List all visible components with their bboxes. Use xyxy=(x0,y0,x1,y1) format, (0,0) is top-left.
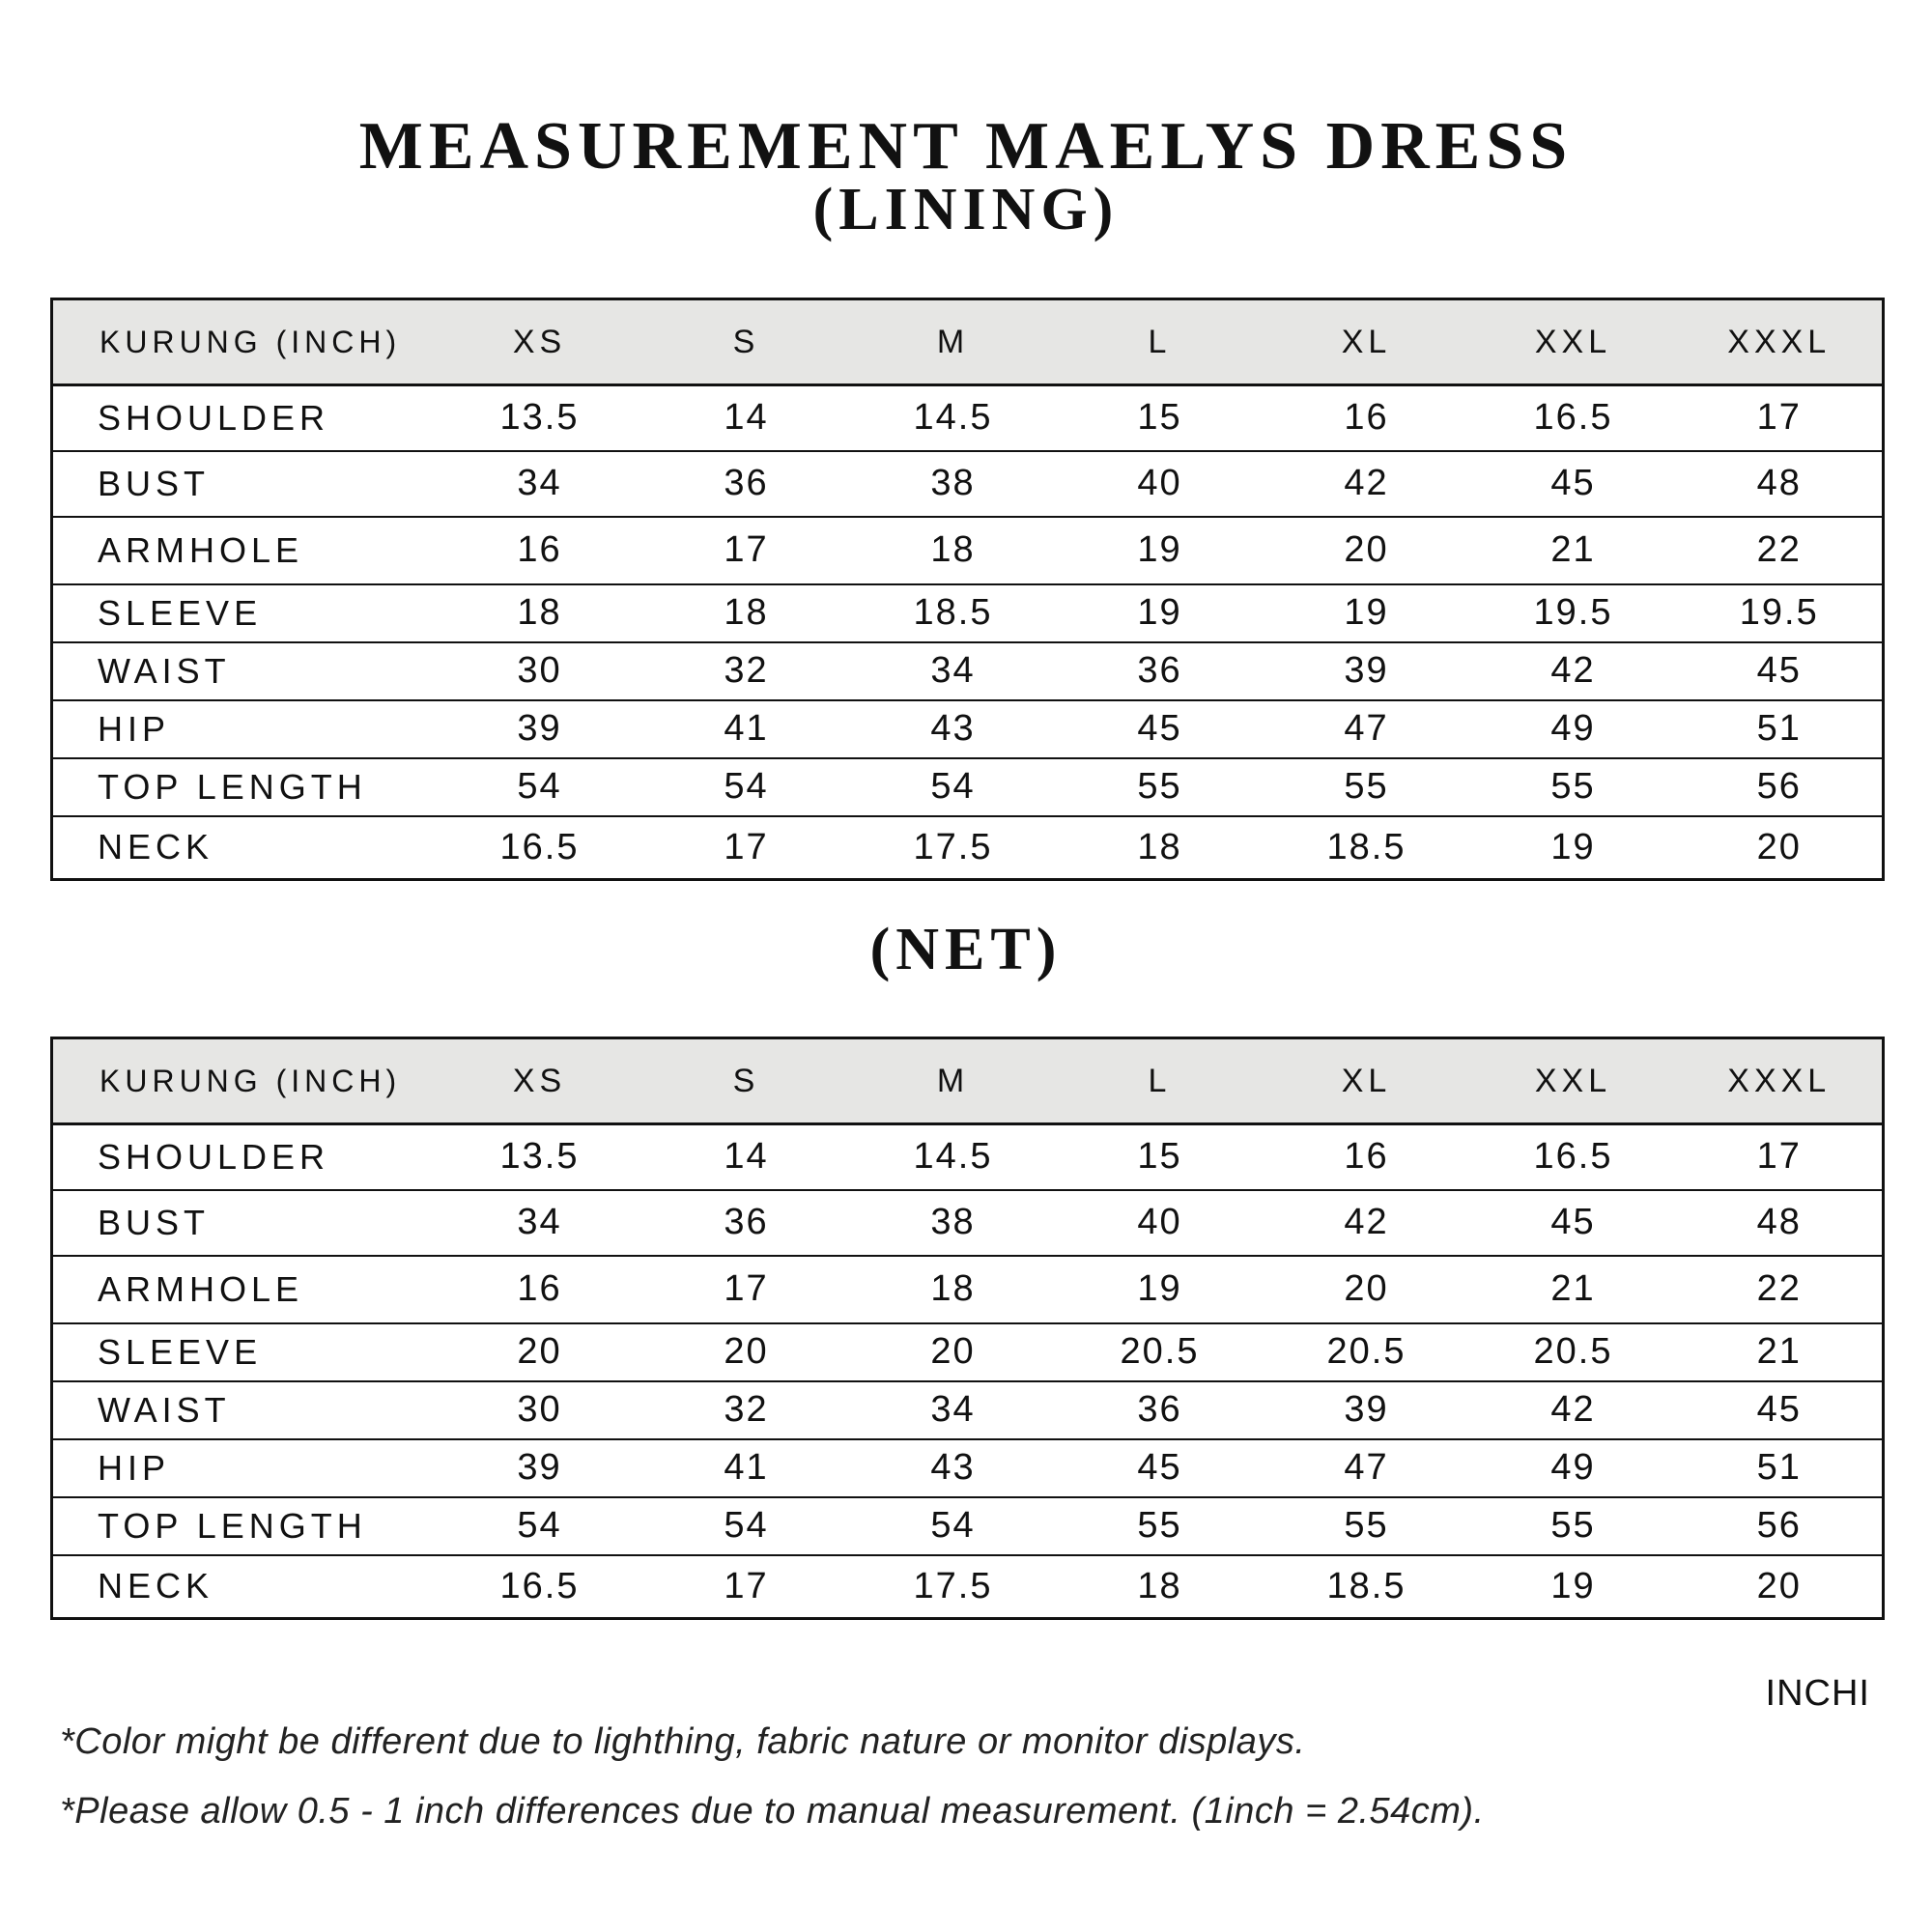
measurement-cell: 18 xyxy=(643,584,850,642)
measurement-cell: 45 xyxy=(1470,1190,1677,1256)
measurement-cell: 47 xyxy=(1264,700,1470,758)
row-label: HIP xyxy=(52,1439,437,1497)
measurement-cell: 16 xyxy=(1264,385,1470,451)
row-label: BUST xyxy=(52,451,437,517)
row-label: SLEEVE xyxy=(52,584,437,642)
measurement-cell: 36 xyxy=(1057,1381,1264,1439)
disclaimer-note: *Color might be different due to lighthing, fabric nature or monitor displays. xyxy=(60,1721,1306,1762)
table-row xyxy=(52,1190,1884,1256)
measurement-cell: 19 xyxy=(1057,584,1264,642)
measurement-cell: 19.5 xyxy=(1677,584,1884,642)
header-label: KURUNG (INCH) xyxy=(52,1038,437,1124)
measurement-cell: 32 xyxy=(643,1381,850,1439)
measurement-cell: 38 xyxy=(850,451,1057,517)
measurement-cell: 51 xyxy=(1677,700,1884,758)
measurement-cell: 16.5 xyxy=(1470,385,1677,451)
measurement-cell: 13.5 xyxy=(437,1124,643,1190)
measurement-cell: 48 xyxy=(1677,1190,1884,1256)
measurement-cell: 16.5 xyxy=(437,1555,643,1619)
measurement-cell: 20 xyxy=(1677,816,1884,880)
row-label: HIP xyxy=(52,700,437,758)
measurement-cell: 39 xyxy=(1264,1381,1470,1439)
table-row xyxy=(52,1439,1884,1497)
measurement-cell: 30 xyxy=(437,1381,643,1439)
measurement-cell: 32 xyxy=(643,642,850,700)
measurement-cell: 19.5 xyxy=(1470,584,1677,642)
measurement-cell: 34 xyxy=(437,1190,643,1256)
measurement-cell: 51 xyxy=(1677,1439,1884,1497)
measurement-cell: 14 xyxy=(643,385,850,451)
measurement-cell: 17 xyxy=(643,816,850,880)
disclaimer-note: *Please allow 0.5 - 1 inch differences due to manual measurement. (1inch = 2.54cm). xyxy=(60,1791,1485,1832)
table-row xyxy=(52,584,1884,642)
header-size: XL xyxy=(1264,299,1470,385)
measurement-cell: 20 xyxy=(850,1323,1057,1381)
measurement-cell: 18 xyxy=(850,517,1057,584)
header-size: M xyxy=(850,1038,1057,1124)
unit-label: INCHI xyxy=(1765,1673,1870,1714)
measurement-cell: 18.5 xyxy=(1264,1555,1470,1619)
measurement-cell: 55 xyxy=(1264,1497,1470,1555)
measurement-cell: 55 xyxy=(1470,1497,1677,1555)
row-label: TOP LENGTH xyxy=(52,758,437,816)
measurement-cell: 21 xyxy=(1677,1323,1884,1381)
table-row xyxy=(52,1381,1884,1439)
measurement-cell: 17.5 xyxy=(850,1555,1057,1619)
measurement-cell: 45 xyxy=(1057,700,1264,758)
measurement-cell: 16 xyxy=(437,517,643,584)
measurement-cell: 34 xyxy=(850,1381,1057,1439)
table-row xyxy=(52,758,1884,816)
measurement-cell: 39 xyxy=(437,1439,643,1497)
header-size: M xyxy=(850,299,1057,385)
table-header-row xyxy=(52,299,1884,385)
measurement-cell: 42 xyxy=(1264,451,1470,517)
measurement-cell: 20 xyxy=(643,1323,850,1381)
measurement-cell: 15 xyxy=(1057,385,1264,451)
measurement-cell: 43 xyxy=(850,700,1057,758)
measurement-cell: 34 xyxy=(850,642,1057,700)
measurement-cell: 17 xyxy=(1677,385,1884,451)
measurement-cell: 55 xyxy=(1057,1497,1264,1555)
table-row xyxy=(52,1323,1884,1381)
lining-size-table xyxy=(50,298,1885,881)
measurement-cell: 20.5 xyxy=(1057,1323,1264,1381)
measurement-cell: 22 xyxy=(1677,1256,1884,1323)
measurement-cell: 45 xyxy=(1677,1381,1884,1439)
measurement-cell: 17.5 xyxy=(850,816,1057,880)
measurement-cell: 19 xyxy=(1470,1555,1677,1619)
measurement-cell: 17 xyxy=(643,517,850,584)
row-label: SHOULDER xyxy=(52,1124,437,1190)
net-table-body xyxy=(52,1124,1884,1619)
measurement-cell: 16 xyxy=(437,1256,643,1323)
row-label: WAIST xyxy=(52,1381,437,1439)
measurement-cell: 30 xyxy=(437,642,643,700)
measurement-cell: 20 xyxy=(1677,1555,1884,1619)
measurement-cell: 36 xyxy=(1057,642,1264,700)
table-row xyxy=(52,385,1884,451)
measurement-cell: 18 xyxy=(437,584,643,642)
measurement-cell: 22 xyxy=(1677,517,1884,584)
row-label: SLEEVE xyxy=(52,1323,437,1381)
measurement-cell: 41 xyxy=(643,1439,850,1497)
measurement-cell: 18 xyxy=(1057,816,1264,880)
measurement-cell: 40 xyxy=(1057,451,1264,517)
measurement-cell: 54 xyxy=(643,758,850,816)
measurement-cell: 15 xyxy=(1057,1124,1264,1190)
row-label: BUST xyxy=(52,1190,437,1256)
header-size: L xyxy=(1057,299,1264,385)
measurement-cell: 20.5 xyxy=(1470,1323,1677,1381)
measurement-cell: 54 xyxy=(437,758,643,816)
measurement-cell: 20 xyxy=(1264,517,1470,584)
header-size: XXL xyxy=(1470,1038,1677,1124)
net-section-title: (NET) xyxy=(869,917,1063,982)
measurement-cell: 18.5 xyxy=(850,584,1057,642)
header-size: S xyxy=(643,299,850,385)
measurement-cell: 54 xyxy=(437,1497,643,1555)
measurement-cell: 42 xyxy=(1470,642,1677,700)
header-size: XXXL xyxy=(1677,1038,1884,1124)
measurement-cell: 54 xyxy=(643,1497,850,1555)
measurement-cell: 18.5 xyxy=(1264,816,1470,880)
net-size-table xyxy=(50,1037,1885,1620)
measurement-cell: 16.5 xyxy=(437,816,643,880)
measurement-cell: 45 xyxy=(1677,642,1884,700)
table-row xyxy=(52,642,1884,700)
row-label: TOP LENGTH xyxy=(52,1497,437,1555)
measurement-cell: 43 xyxy=(850,1439,1057,1497)
header-size: XL xyxy=(1264,1038,1470,1124)
measurement-cell: 54 xyxy=(850,758,1057,816)
table-row xyxy=(52,1497,1884,1555)
measurement-cell: 49 xyxy=(1470,700,1677,758)
measurement-cell: 56 xyxy=(1677,1497,1884,1555)
measurement-cell: 36 xyxy=(643,1190,850,1256)
measurement-cell: 20 xyxy=(437,1323,643,1381)
measurement-cell: 17 xyxy=(643,1256,850,1323)
measurement-cell: 18 xyxy=(850,1256,1057,1323)
row-label: ARMHOLE xyxy=(52,1256,437,1323)
measurement-cell: 21 xyxy=(1470,517,1677,584)
measurement-cell: 16 xyxy=(1264,1124,1470,1190)
header-label: KURUNG (INCH) xyxy=(52,299,437,385)
lining-table-body xyxy=(52,385,1884,880)
measurement-cell: 55 xyxy=(1057,758,1264,816)
measurement-cell: 45 xyxy=(1057,1439,1264,1497)
measurement-cell: 40 xyxy=(1057,1190,1264,1256)
page-title: MEASUREMENT MAELYS DRESS xyxy=(358,109,1574,184)
measurement-cell: 38 xyxy=(850,1190,1057,1256)
measurement-cell: 20.5 xyxy=(1264,1323,1470,1381)
table-row xyxy=(52,816,1884,880)
measurement-cell: 49 xyxy=(1470,1439,1677,1497)
header-size: L xyxy=(1057,1038,1264,1124)
measurement-cell: 47 xyxy=(1264,1439,1470,1497)
measurement-cell: 14.5 xyxy=(850,1124,1057,1190)
row-label: SHOULDER xyxy=(52,385,437,451)
measurement-cell: 55 xyxy=(1470,758,1677,816)
measurement-cell: 19 xyxy=(1057,1256,1264,1323)
measurement-cell: 20 xyxy=(1264,1256,1470,1323)
measurement-cell: 13.5 xyxy=(437,385,643,451)
table-row xyxy=(52,1555,1884,1619)
table-row xyxy=(52,700,1884,758)
lining-section-title: (LINING) xyxy=(812,177,1120,242)
measurement-cell: 39 xyxy=(1264,642,1470,700)
measurement-cell: 41 xyxy=(643,700,850,758)
measurement-cell: 42 xyxy=(1264,1190,1470,1256)
table-row xyxy=(52,517,1884,584)
measurement-cell: 39 xyxy=(437,700,643,758)
measurement-cell: 34 xyxy=(437,451,643,517)
header-size: XXXL xyxy=(1677,299,1884,385)
row-label: NECK xyxy=(52,1555,437,1619)
measurement-cell: 45 xyxy=(1470,451,1677,517)
measurement-cell: 54 xyxy=(850,1497,1057,1555)
table-row xyxy=(52,451,1884,517)
measurement-cell: 56 xyxy=(1677,758,1884,816)
measurement-cell: 19 xyxy=(1264,584,1470,642)
measurement-cell: 48 xyxy=(1677,451,1884,517)
measurement-cell: 16.5 xyxy=(1470,1124,1677,1190)
measurement-cell: 21 xyxy=(1470,1256,1677,1323)
header-size: XS xyxy=(437,1038,643,1124)
table-row xyxy=(52,1256,1884,1323)
measurement-cell: 14 xyxy=(643,1124,850,1190)
measurement-cell: 17 xyxy=(1677,1124,1884,1190)
header-size: S xyxy=(643,1038,850,1124)
header-size: XXL xyxy=(1470,299,1677,385)
measurement-cell: 19 xyxy=(1057,517,1264,584)
header-size: XS xyxy=(437,299,643,385)
measurement-cell: 42 xyxy=(1470,1381,1677,1439)
row-label: NECK xyxy=(52,816,437,880)
table-row xyxy=(52,1124,1884,1190)
row-label: WAIST xyxy=(52,642,437,700)
row-label: ARMHOLE xyxy=(52,517,437,584)
measurement-cell: 14.5 xyxy=(850,385,1057,451)
measurement-cell: 18 xyxy=(1057,1555,1264,1619)
measurement-cell: 36 xyxy=(643,451,850,517)
measurement-cell: 17 xyxy=(643,1555,850,1619)
table-header-row xyxy=(52,1038,1884,1124)
measurement-cell: 55 xyxy=(1264,758,1470,816)
measurement-cell: 19 xyxy=(1470,816,1677,880)
